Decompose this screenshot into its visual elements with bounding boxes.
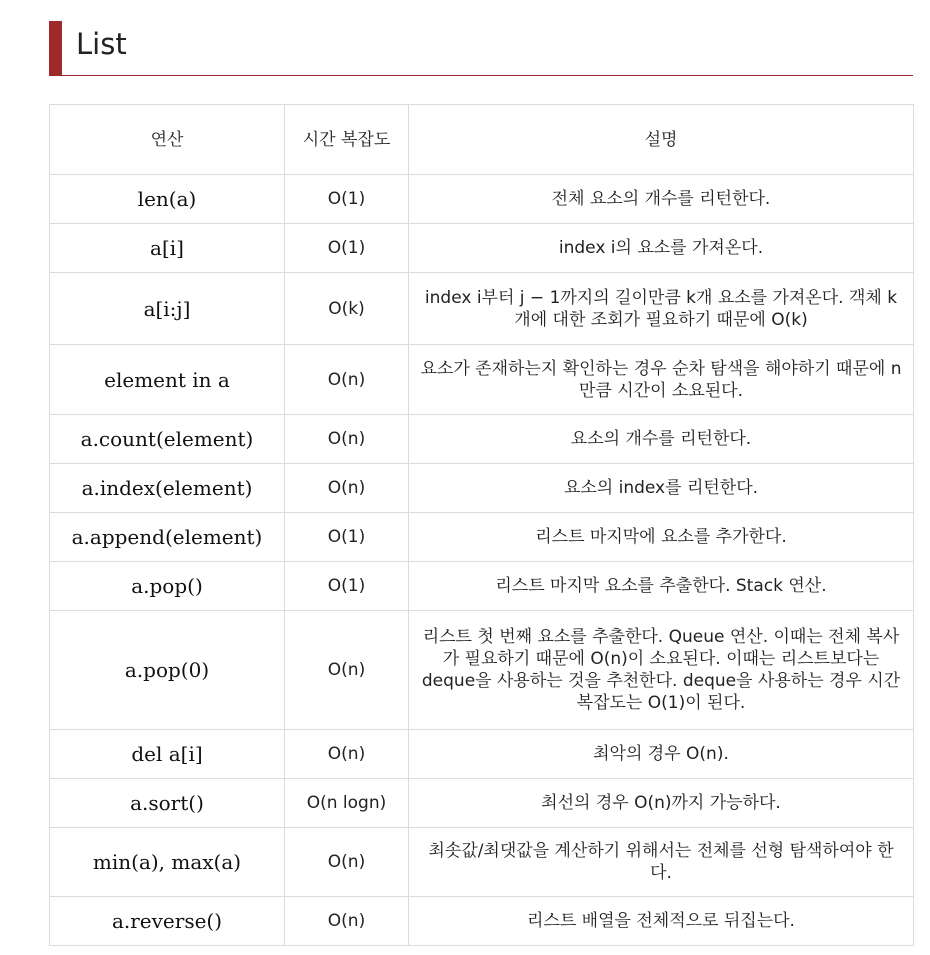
description-cell: 리스트 배열을 전체적으로 뒤집는다. (409, 897, 914, 946)
description-cell: 요소의 index를 리턴한다. (409, 464, 914, 513)
operation-cell: a.sort() (50, 779, 285, 828)
complexity-cell: O(n) (285, 730, 409, 779)
complexity-cell: O(n) (285, 611, 409, 730)
table-row (50, 513, 914, 562)
description-cell: index i부터 j − 1까지의 길이만큼 k개 요소를 가져온다. 객체 k개에 대한 조회가 필요하기 때문에 O(k) (409, 273, 914, 345)
table-row (50, 779, 914, 828)
operation-cell: a.pop() (50, 562, 285, 611)
description-cell: 요소의 개수를 리턴한다. (409, 415, 914, 464)
table-row (50, 730, 914, 779)
operation-cell: a.index(element) (50, 464, 285, 513)
description-cell: 리스트 마지막에 요소를 추가한다. (409, 513, 914, 562)
complexity-cell: O(1) (285, 513, 409, 562)
table-row (50, 562, 914, 611)
operations-table (49, 104, 914, 946)
table-row (50, 464, 914, 513)
complexity-cell: O(1) (285, 175, 409, 224)
section-heading (49, 19, 913, 76)
table-row (50, 345, 914, 415)
table-row (50, 897, 914, 946)
complexity-cell: O(n) (285, 897, 409, 946)
operation-cell: len(a) (50, 175, 285, 224)
description-cell: 최선의 경우 O(n)까지 가능하다. (409, 779, 914, 828)
description-cell: 리스트 첫 번째 요소를 추출한다. Queue 연산. 이때는 전체 복사가 필요하기 때문에 O(n)이 소요된다. 이때는 리스트보다는 deque을 사용하는 것을 추천한다. deque을 사용하는 경우 시간 복잡도는 O(1)이 된다. (409, 611, 914, 730)
description-cell: 최악의 경우 O(n). (409, 730, 914, 779)
complexity-cell: O(n) (285, 345, 409, 415)
operation-cell: a.pop(0) (50, 611, 285, 730)
operation-cell: a[i] (50, 224, 285, 273)
description-cell: index i의 요소를 가져온다. (409, 224, 914, 273)
complexity-cell: O(1) (285, 562, 409, 611)
table-row (50, 224, 914, 273)
operation-cell: a.append(element) (50, 513, 285, 562)
header-complexity: 시간 복잡도 (285, 105, 409, 175)
complexity-cell: O(n logn) (285, 779, 409, 828)
table-row (50, 415, 914, 464)
table-row (50, 828, 914, 897)
description-cell: 전체 요소의 개수를 리턴한다. (409, 175, 914, 224)
header-description: 설명 (409, 105, 914, 175)
heading-accent-bar (49, 21, 62, 75)
complexity-cell: O(n) (285, 415, 409, 464)
description-cell: 최솟값/최댓값을 계산하기 위해서는 전체를 선형 탐색하여야 한다. (409, 828, 914, 897)
complexity-cell: O(n) (285, 464, 409, 513)
table-row (50, 611, 914, 730)
complexity-cell: O(n) (285, 828, 409, 897)
operation-cell: element in a (50, 345, 285, 415)
description-cell: 요소가 존재하는지 확인하는 경우 순차 탐색을 해야하기 때문에 n만큼 시간이 소요된다. (409, 345, 914, 415)
operation-cell: min(a), max(a) (50, 828, 285, 897)
header-operation: 연산 (50, 105, 285, 175)
operation-cell: a.reverse() (50, 897, 285, 946)
operation-cell: del a[i] (50, 730, 285, 779)
complexity-cell: O(k) (285, 273, 409, 345)
operation-cell: a.count(element) (50, 415, 285, 464)
description-cell: 리스트 마지막 요소를 추출한다. Stack 연산. (409, 562, 914, 611)
section-title: List (76, 27, 127, 61)
operation-cell: a[i:j] (50, 273, 285, 345)
table-row (50, 273, 914, 345)
complexity-cell: O(1) (285, 224, 409, 273)
table-header-row (50, 105, 914, 175)
table-row (50, 175, 914, 224)
